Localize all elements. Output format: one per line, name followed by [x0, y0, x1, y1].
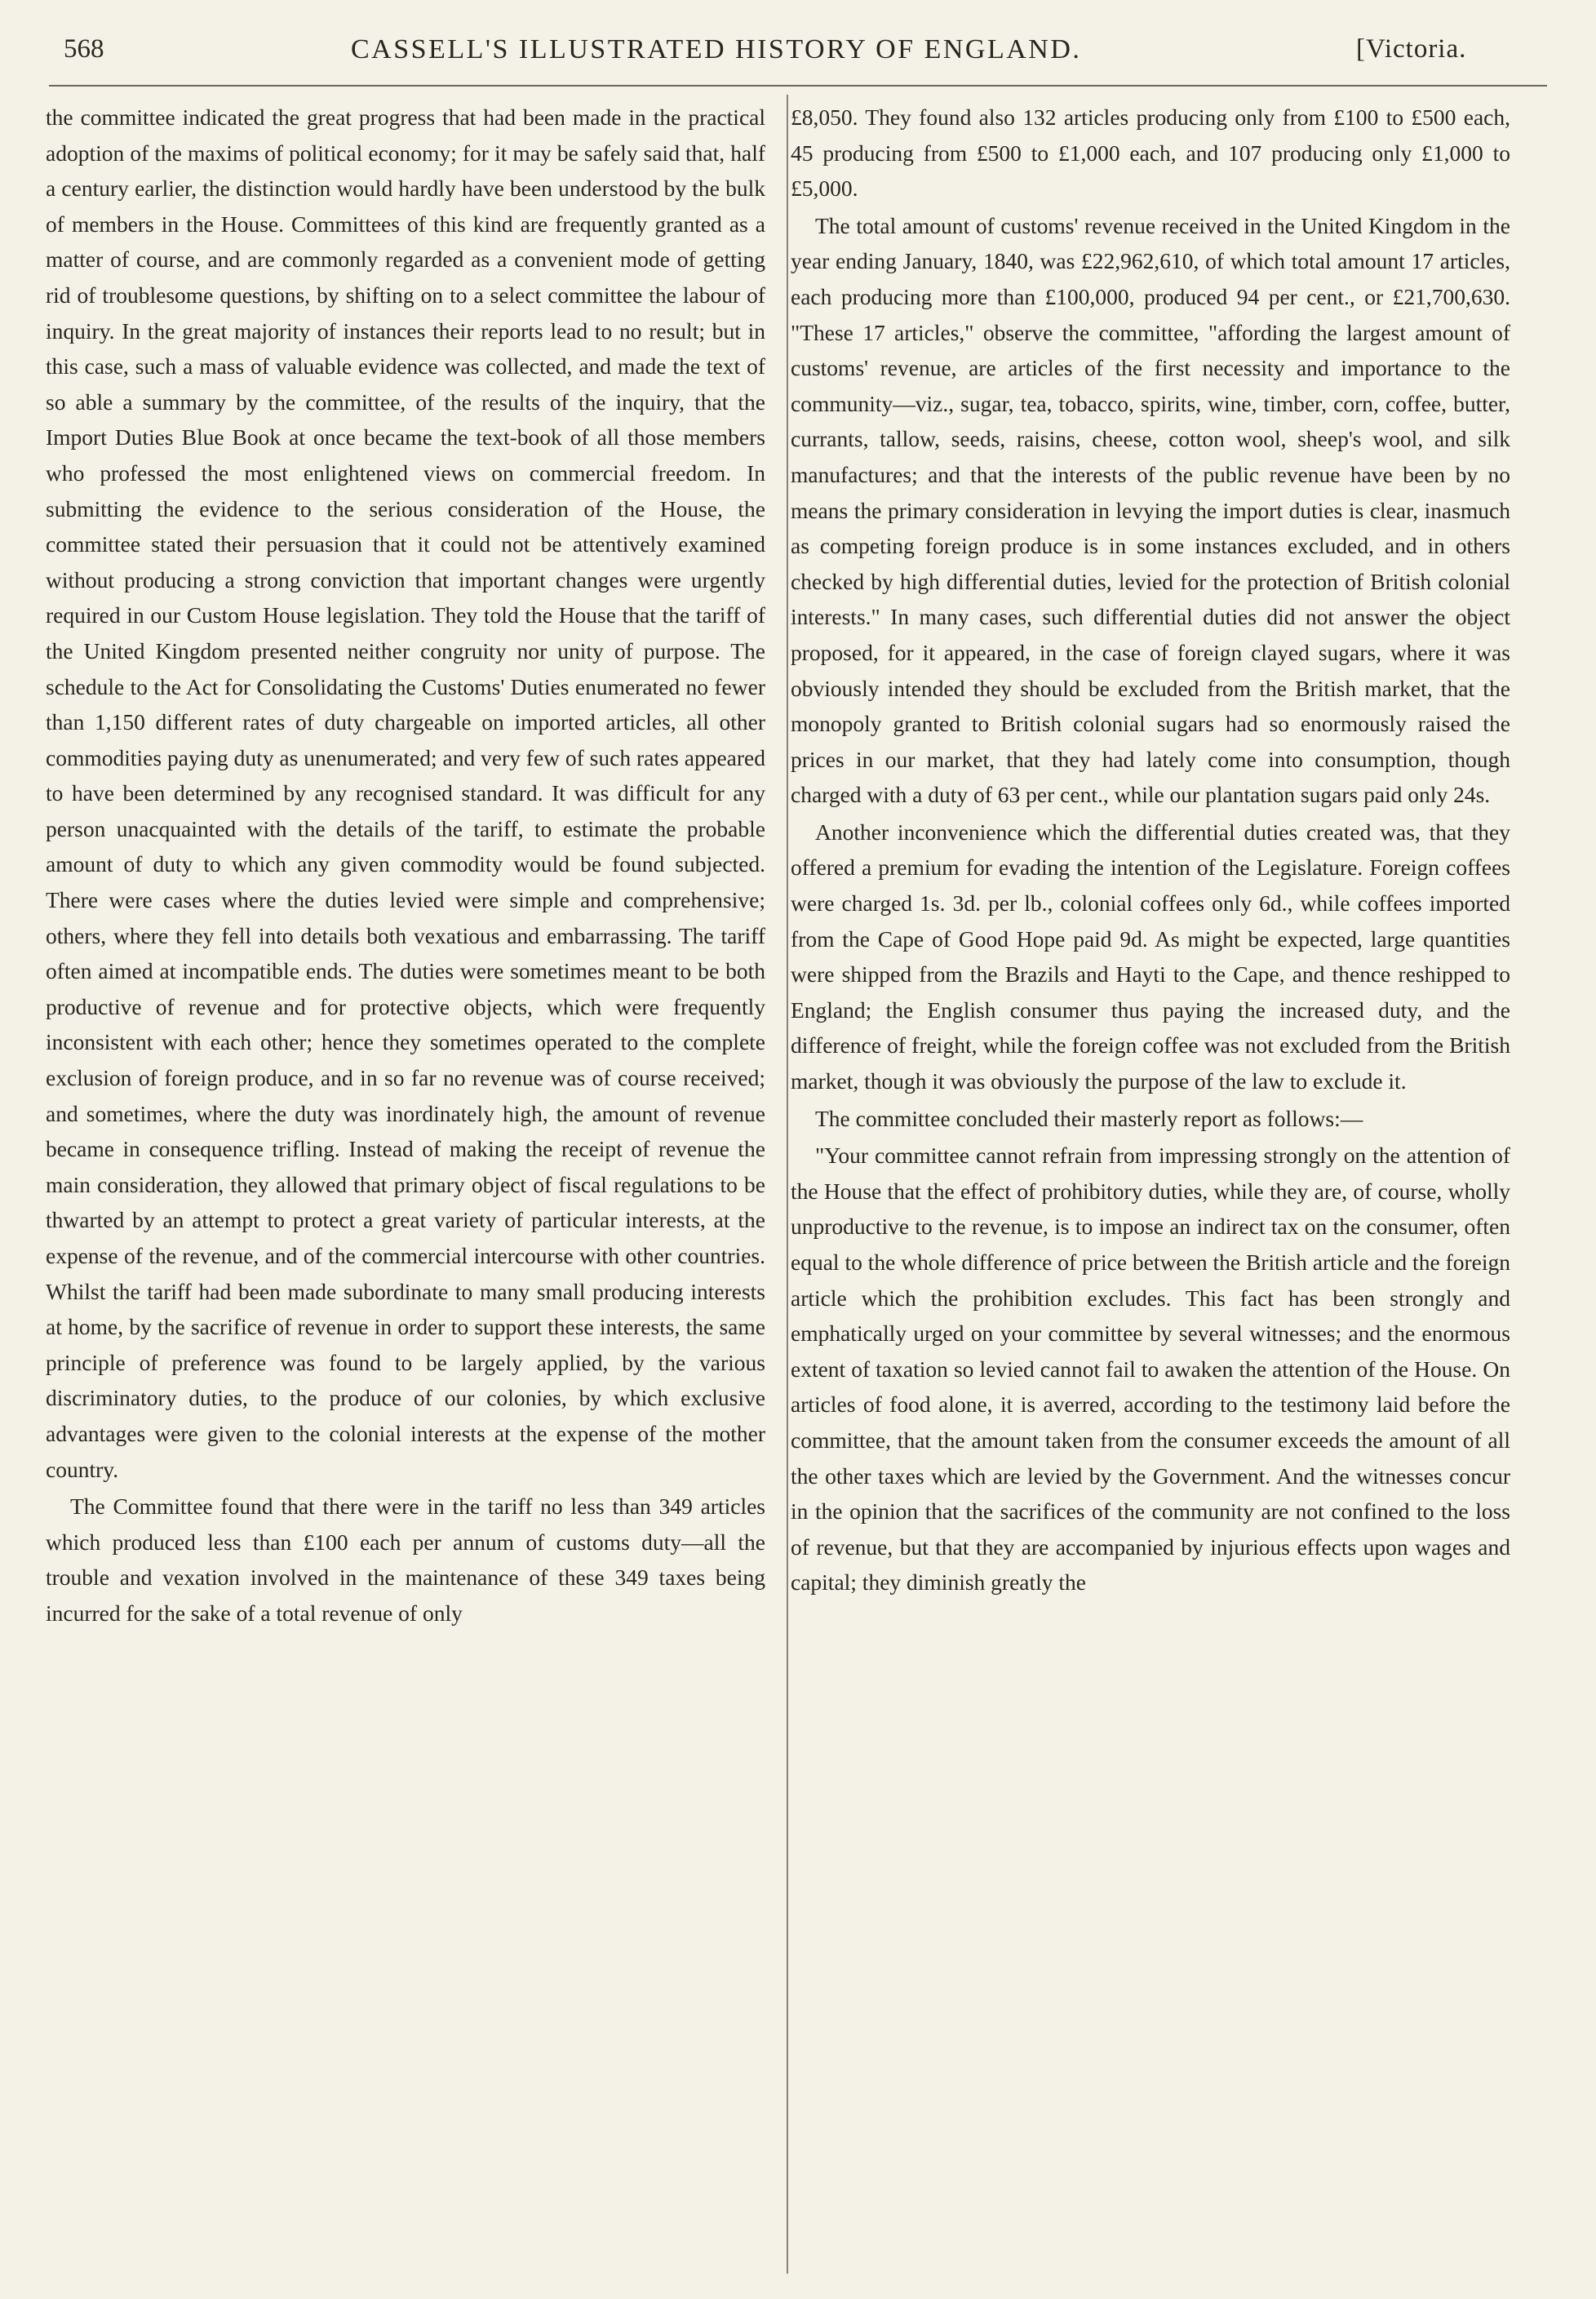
- right-paragraph-1: £8,050. They found also 132 articles producing only from £100 to £500 each, 45 producing from £500 to £1,000 each, and 107 producing only £1,000 to £5,000.: [791, 104, 1510, 202]
- left-paragraph-1: the committee indicated the great progress that had been made in the practical adoption of the maxims of political economy; for it may be safely said that, half a century earlier, the distinction would hardly have been understood by the bulk of members in the House. Committees of this kind are frequently granted as a matter of course, and are commonly regarded as a convenient mode of getting rid of troublesome questions, by shifting on to a select committee the labour of inquiry. In the great majority of instances their reports lead to no result; but in this case, such a mass of valuable evidence was collected, and made the text of so able a summary by the committee, of the results of the inquiry, that the Import Duties Blue Book at once became the text-book of all those members who professed the most enlightened views on commercial freedom. In submitting the evidence to the serious consideration of the House, the committee stated their persuasion that it could not be attentively examined without producing a strong conviction that important changes were urgently required in our Custom House legislation. They told the House that the tariff of the United Kingdom presented neither congruity nor unity of purpose. The schedule to the Act for Consolidating the Customs' Duties enumerated no fewer than 1,150 different rates of duty chargeable on imported articles, all other commodities paying duty as unenumerated; and very few of such rates appeared to have been determined by any recognised standard. It was difficult for any person unacquainted with the details of the tariff, to estimate the probable amount of duty to which any given commodity would be found subjected. There were cases where the duties levied were simple and comprehensive; others, where they fell into details both vexatious and embarrassing. The tariff often aimed at incompatible ends. The duties were sometimes meant to be both productive of revenue and for protective objects, which were frequently inconsistent with each other; hence they sometimes operated to the complete exclusion of foreign produce, and in so far no revenue was of course received; and sometimes, where the duty was inordinately high, the amount of revenue became in consequence trifling. Instead of making the receipt of revenue the main consideration, they allowed that primary object of fiscal regulations to be thwarted by an attempt to protect a great variety of particular interests, at the expense of the revenue, and of the commercial intercourse with other countries. Whilst the tariff had been made subordinate to many small producing interests at home, by the sacrifice of revenue in order to support these interests, the same principle of preference was found to be largely applied, by the various discriminatory duties, to the produce of our colonies, by which exclusive advantages were given to the colonial interests at the expense of the mother country.: [46, 104, 765, 1482]
- right-paragraph-2: The total amount of customs' revenue received in the United Kingdom in the year ending January, 1840, was £22,962,610, of which total amount 17 articles, each producing more than £100,000, produced 94 per cent., or £21,700,630. "These 17 articles," observe the committee, "affording the largest amount of customs' revenue, are articles of the first necessity and importance to the community—viz., sugar, tea, tobacco, spirits, wine, timber, corn, coffee, butter, currants, tallow, seeds, raisins, cheese, cotton wool, sheep's wool, and silk manufactures; and that the interests of the public revenue have been by no means the primary consideration in levying the import duties is clear, inasmuch as competing foreign produce is in some instances excluded, and in others checked by high differential duties, levied for the protection of British colonial interests." In many cases, such differential duties did not answer the object proposed, for it appeared, in the case of foreign clayed sugars, where it was obviously intended they should be excluded from the British market, that the monopoly granted to British colonial sugars had so enormously raised the prices in our market, that they had lately come into consumption, though charged with a duty of 63 per cent., while our plantation sugars paid only 24s.: [791, 212, 1510, 808]
- page-number: 568: [64, 34, 104, 64]
- right-paragraph-5: "Your committee cannot refrain from impressing strongly on the attention of the House that the effect of prohibitory duties, while they are, of course, wholly unproductive to the revenue, is to impose an indirect tax on the consumer, often equal to the whole difference of price between the British article and the foreign article which the prohibition excludes. This fact has been strongly and emphatically urged on your committee by several witnesses; and the enormous extent of taxation so levied cannot fail to awaken the attention of the House. On articles of food alone, it is averred, according to the testimony laid before the committee, that the amount taken from the consumer exceeds the amount of all the other taxes which are levied by the Government. And the witnesses concur in the opinion that the sacrifices of the community are not confined to the loss of revenue, but that they are accompanied by injurious effects upon wages and capital; they diminish greatly the: [791, 1143, 1510, 1596]
- section-label: [Victoria.: [1356, 34, 1467, 64]
- left-paragraph-2: The Committee found that there were in the tariff no less than 349 articles which produced less than £100 each per annum of customs duty—all the trouble and vexation involved in the maintenance of these 349 taxes being incurred for the sake of a total revenue of only: [46, 1493, 765, 1626]
- right-column: [791, 100, 1510, 2287]
- left-column: [46, 100, 765, 2287]
- right-paragraph-3: Another inconvenience which the differential duties created was, that they offered a premium for evading the intention of the Legislature. Foreign coffees were charged 1s. 3d. per lb., colonial coffees only 6d., while coffees imported from the Cape of Good Hope paid 9d. As might be expected, large quantities were shipped from the Brazils and Hayti to the Cape, and thence reshipped to England; the English consumer thus paying the increased duty, and the difference of freight, while the foreign coffee was not excluded from the British market, though it was obviously the purpose of the law to exclude it.: [791, 819, 1510, 1094]
- right-paragraph-4: The committee concluded their masterly report as follows:—: [815, 1105, 1363, 1131]
- header-rule: [49, 85, 1547, 87]
- page-header: [49, 34, 1547, 75]
- running-title: CASSELL'S ILLUSTRATED HISTORY OF ENGLAND.: [351, 34, 1082, 64]
- column-divider: [787, 95, 788, 2274]
